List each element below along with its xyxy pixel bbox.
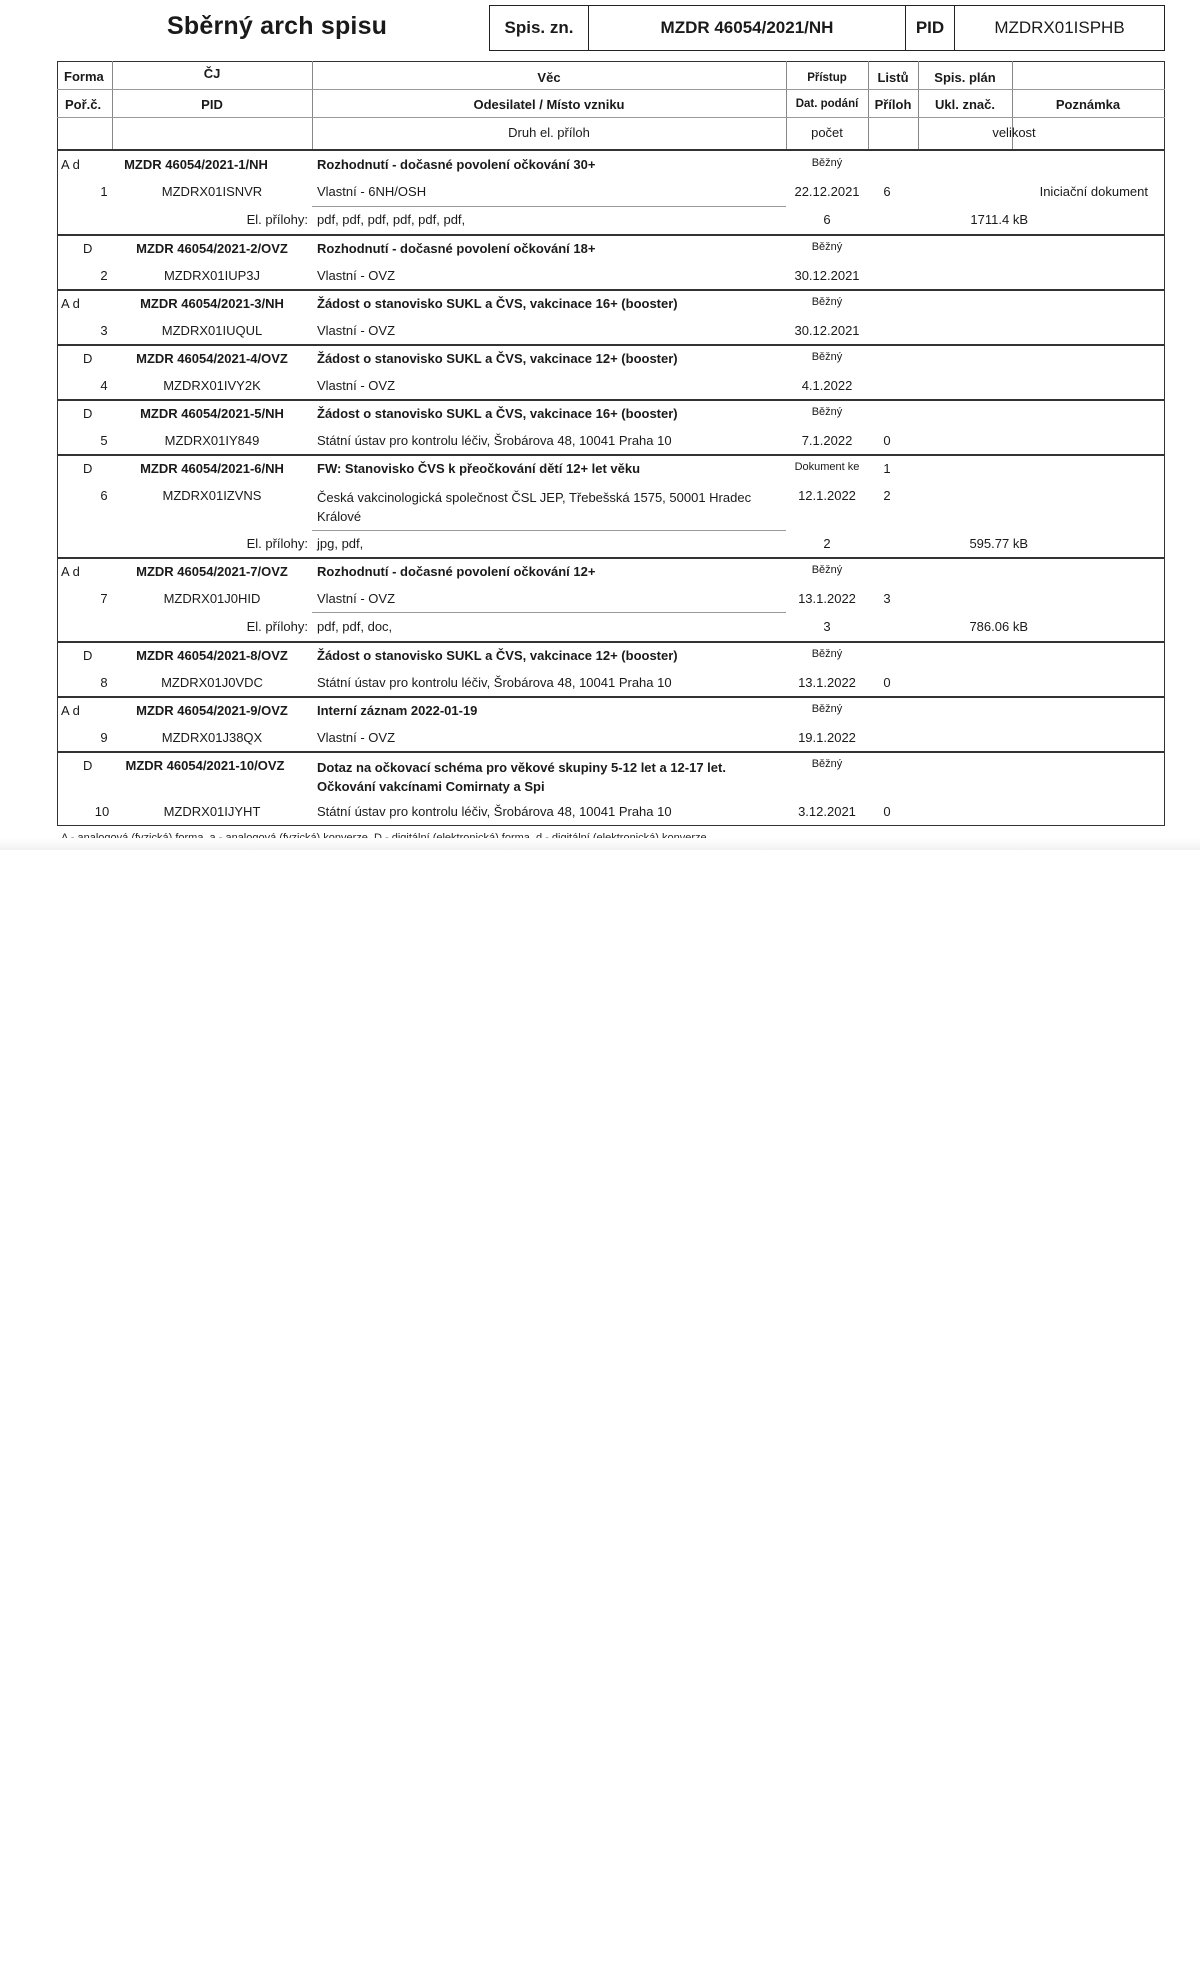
row-vec: Dotaz na očkovací schéma pro věkové skupiny 5-12 let a 12-17 let. Očkování vakcínami Comirnaty a Spi xyxy=(317,760,726,794)
document-title: Sběrný arch spisu xyxy=(167,12,388,40)
row-datum: 7.1.2022 xyxy=(801,433,853,448)
el-prilohy-velikost: 1711.4 kB xyxy=(970,212,1028,227)
el-prilohy-druh: pdf, pdf, doc, xyxy=(317,619,393,634)
row-divider xyxy=(57,399,1165,401)
row-vec: Rozhodnutí - dočasné povolení očkování 18+ xyxy=(317,241,596,256)
el-prilohy-pocet: 6 xyxy=(823,212,831,227)
row-pid: MZDRX01IZVNS xyxy=(162,488,262,503)
row-forma: D xyxy=(83,351,93,366)
row-odesilatel: Vlastní - 6NH/OSH xyxy=(317,184,427,199)
row-datum: 13.1.2022 xyxy=(798,591,856,606)
header-divider xyxy=(57,149,1165,151)
row-datum: 4.1.2022 xyxy=(801,378,853,393)
row-forma: D xyxy=(83,406,93,421)
row-vec: Rozhodnutí - dočasné povolení očkování 12+ xyxy=(317,564,596,579)
row-vec: Rozhodnutí - dočasné povolení očkování 30+ xyxy=(317,157,596,172)
row-pristup: Běžný xyxy=(811,241,843,253)
row-vec: Žádost o stanovisko SUKL a ČVS, vakcinace 16+ (booster) xyxy=(317,296,678,311)
col-pid: PID xyxy=(201,97,223,112)
col-velikost: velikost xyxy=(992,125,1036,140)
row-odesilatel: Vlastní - OVZ xyxy=(317,323,396,338)
col-listu: Listů xyxy=(877,70,909,85)
row-divider xyxy=(57,557,1165,559)
row-pid: MZDRX01J0VDC xyxy=(161,675,263,690)
row-cj: MZDR 46054/2021-4/OVZ xyxy=(136,351,288,366)
spis-number: MZDR 46054/2021/NH xyxy=(588,5,906,51)
row-cislo: 6 xyxy=(100,488,108,503)
el-prilohy-druh: jpg, pdf, xyxy=(317,536,364,551)
row-listu: 0 xyxy=(883,675,891,690)
el-prilohy-velikost: 595.77 kB xyxy=(969,536,1028,551)
row-pristup: Běžný xyxy=(811,406,843,418)
column-divider xyxy=(786,61,787,150)
row-datum: 3.12.2021 xyxy=(798,804,856,819)
row-listu: 0 xyxy=(883,804,891,819)
row-cislo: 7 xyxy=(100,591,108,606)
row-odesilatel: Česká vakcinologická společnost ČSL JEP, Třebešská 1575, 50001 Hradec Králové xyxy=(317,490,752,524)
row-cislo: 5 xyxy=(100,433,108,448)
col-odesilatel: Odesilatel / Místo vzniku xyxy=(473,97,625,112)
el-prilohy-pocet: 2 xyxy=(823,536,831,551)
row-listu: 6 xyxy=(883,184,891,199)
pid-label: PID xyxy=(905,5,955,51)
col-druh: Druh el. příloh xyxy=(508,125,590,140)
row-pid: MZDRX01IUQUL xyxy=(161,323,263,338)
row-cislo: 9 xyxy=(100,730,108,745)
row-forma: A d xyxy=(61,157,80,172)
col-poznamka: Poznámka xyxy=(1055,97,1121,112)
row-cislo: 3 xyxy=(100,323,108,338)
row-pid: MZDRX01IVY2K xyxy=(163,378,261,393)
el-prilohy-druh: pdf, pdf, pdf, pdf, pdf, pdf, xyxy=(317,212,466,227)
row-divider xyxy=(57,751,1165,753)
row-cislo: 1 xyxy=(100,184,108,199)
header-divider xyxy=(57,89,1165,90)
row-divider xyxy=(57,696,1165,698)
row-forma: D xyxy=(83,648,93,663)
row-odesilatel: Státní ústav pro kontrolu léčiv, Šrobárova 48, 10041 Praha 10 xyxy=(317,433,672,448)
col-forma: Forma xyxy=(64,69,104,84)
row-datum: 12.1.2022 xyxy=(798,488,856,503)
row-vec: Žádost o stanovisko SUKL a ČVS, vakcinace 16+ (booster) xyxy=(317,406,678,421)
attachment-divider xyxy=(312,206,786,207)
row-pristup-listu: 1 xyxy=(883,461,891,476)
row-pristup: Dokument ke xyxy=(794,461,860,473)
row-forma: A d xyxy=(61,703,80,718)
row-pid: MZDRX01IUP3J xyxy=(163,268,261,283)
row-pristup: Běžný xyxy=(811,703,843,715)
row-datum: 30.12.2021 xyxy=(794,323,860,338)
row-pristup: Běžný xyxy=(811,648,843,660)
row-odesilatel: Vlastní - OVZ xyxy=(317,268,396,283)
row-datum: 30.12.2021 xyxy=(794,268,860,283)
row-vec: Interní záznam 2022-01-19 xyxy=(317,703,478,718)
attachment-divider xyxy=(312,530,786,531)
pid-value: MZDRX01ISPHB xyxy=(954,5,1165,51)
row-cj: MZDR 46054/2021-8/OVZ xyxy=(136,648,288,663)
row-datum: 22.12.2021 xyxy=(794,184,860,199)
row-odesilatel: Vlastní - OVZ xyxy=(317,591,396,606)
row-divider xyxy=(57,641,1165,643)
attachment-divider xyxy=(312,612,786,613)
row-cj: MZDR 46054/2021-7/OVZ xyxy=(136,564,288,579)
row-divider xyxy=(57,234,1165,236)
row-odesilatel: Státní ústav pro kontrolu léčiv, Šrobárova 48, 10041 Praha 10 xyxy=(317,804,672,819)
row-odesilatel: Státní ústav pro kontrolu léčiv, Šrobárova 48, 10041 Praha 10 xyxy=(317,675,672,690)
row-cj: MZDR 46054/2021-6/NH xyxy=(140,461,284,476)
el-prilohy-velikost: 786.06 kB xyxy=(969,619,1028,634)
el-prilohy-pocet: 3 xyxy=(823,619,831,634)
row-pristup: Běžný xyxy=(811,157,843,169)
col-spis-plan: Spis. plán xyxy=(934,70,996,85)
row-cj: MZDR 46054/2021-10/OVZ xyxy=(125,758,285,773)
row-vec: Žádost o stanovisko SUKL a ČVS, vakcinace 12+ (booster) xyxy=(317,351,678,366)
col-vec: Věc xyxy=(537,70,561,85)
row-forma: A d xyxy=(61,564,80,579)
column-divider xyxy=(918,61,919,150)
column-divider xyxy=(112,61,113,150)
row-cislo: 10 xyxy=(94,804,110,819)
row-cislo: 2 xyxy=(100,268,108,283)
column-divider xyxy=(868,61,869,150)
row-datum: 13.1.2022 xyxy=(798,675,856,690)
row-pristup: Běžný xyxy=(811,758,843,770)
col-ukl-znac: Ukl. znač. xyxy=(935,97,995,112)
el-prilohy-label: El. přílohy: xyxy=(246,619,308,634)
row-odesilatel: Vlastní - OVZ xyxy=(317,378,396,393)
row-cj: MZDR 46054/2021-2/OVZ xyxy=(136,241,288,256)
document-sheet xyxy=(0,0,1200,850)
row-listu: 3 xyxy=(883,591,891,606)
row-forma: A d xyxy=(61,296,80,311)
row-pristup: Běžný xyxy=(811,296,843,308)
row-pid: MZDRX01J0HID xyxy=(163,591,261,606)
row-cj: MZDR 46054/2021-9/OVZ xyxy=(136,703,288,718)
spis-label: Spis. zn. xyxy=(489,5,589,51)
row-forma: D xyxy=(83,461,93,476)
el-prilohy-label: El. přílohy: xyxy=(246,536,308,551)
row-listu: 2 xyxy=(883,488,891,503)
column-divider xyxy=(312,61,313,150)
row-pid: MZDRX01J38QX xyxy=(161,730,263,745)
row-poznamka: Iniciační dokument xyxy=(1039,184,1148,199)
row-cj: MZDR 46054/2021-5/NH xyxy=(140,406,284,421)
col-dat-podani: Dat. podání xyxy=(795,98,859,110)
row-pid: MZDRX01ISNVR xyxy=(161,184,263,199)
row-cj: MZDR 46054/2021-3/NH xyxy=(140,296,284,311)
row-cj: MZDR 46054/2021-1/NH xyxy=(124,157,268,172)
col-priloh: Příloh xyxy=(874,97,912,112)
row-forma: D xyxy=(83,241,93,256)
row-datum: 19.1.2022 xyxy=(798,730,856,745)
page-edge xyxy=(0,838,1200,850)
row-divider xyxy=(57,344,1165,346)
col-pristup: Přístup xyxy=(807,72,847,84)
row-vec: FW: Stanovisko ČVS k přeočkování dětí 12+ let věku xyxy=(317,461,641,476)
row-odesilatel: Vlastní - OVZ xyxy=(317,730,396,745)
row-pid: MZDRX01IY849 xyxy=(164,433,260,448)
row-vec: Žádost o stanovisko SUKL a ČVS, vakcinace 12+ (booster) xyxy=(317,648,678,663)
header-divider xyxy=(57,117,1165,118)
col-pocet: počet xyxy=(811,125,843,140)
row-cislo: 4 xyxy=(100,378,108,393)
col-porc: Poř.č. xyxy=(65,97,102,112)
row-divider xyxy=(57,454,1165,456)
col-cj: ČJ xyxy=(203,66,221,81)
row-pristup: Běžný xyxy=(811,564,843,576)
el-prilohy-label: El. přílohy: xyxy=(246,212,308,227)
row-divider xyxy=(57,289,1165,291)
row-pid: MZDRX01IJYHT xyxy=(163,804,261,819)
row-cislo: 8 xyxy=(100,675,108,690)
row-forma: D xyxy=(83,758,93,773)
row-pristup: Běžný xyxy=(811,351,843,363)
row-listu: 0 xyxy=(883,433,891,448)
